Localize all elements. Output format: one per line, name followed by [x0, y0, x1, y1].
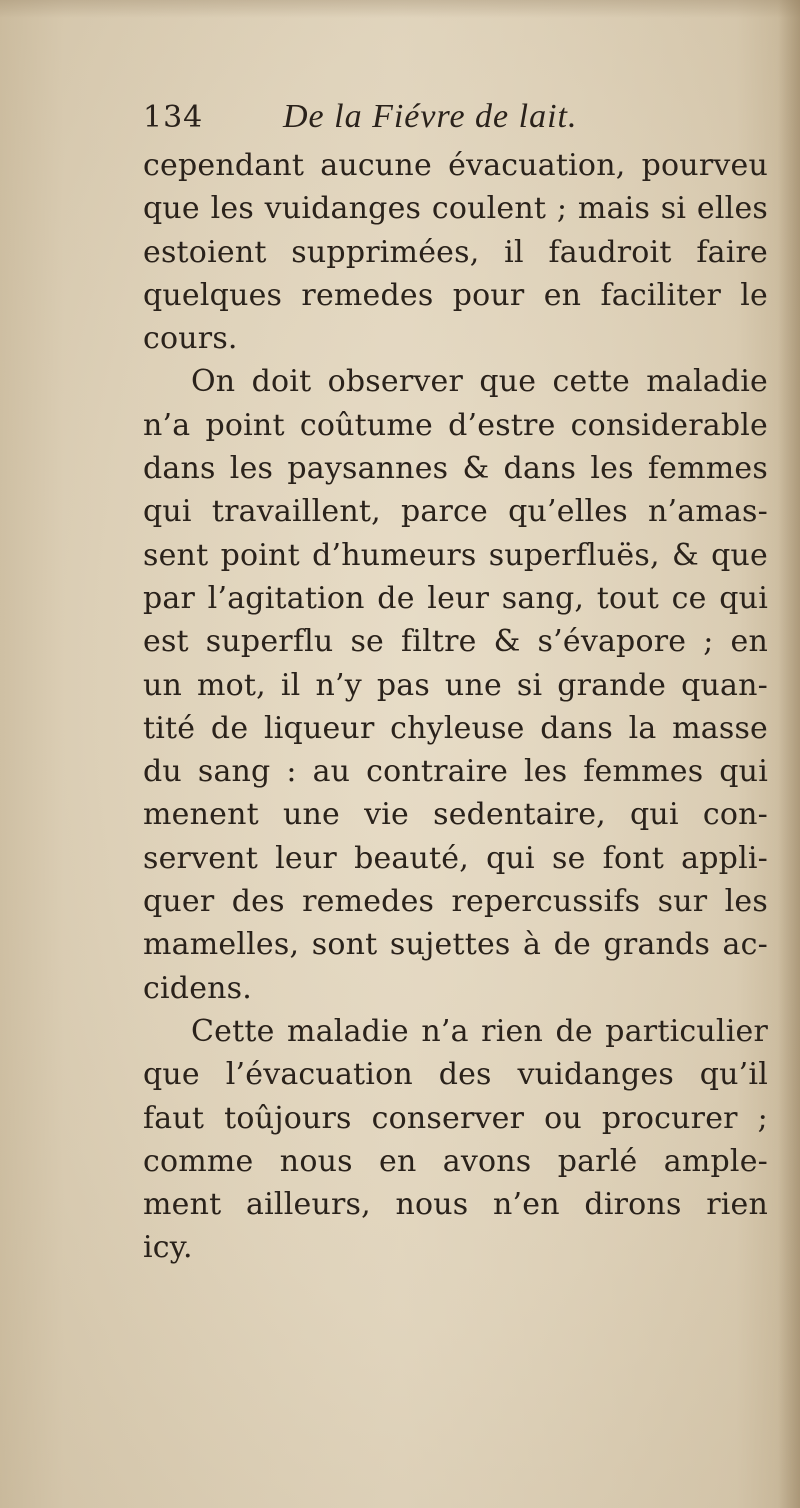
running-title: De la Fiévre de lait.	[283, 98, 578, 135]
text-line: mamelles, sont sujettes à de grands ac-	[143, 927, 768, 963]
text-line: estoient supprimées, il faudroit faire	[143, 234, 768, 270]
text-line: quelques remedes pour en faciliter le	[143, 277, 768, 313]
page-top-edge-shadow	[0, 0, 800, 18]
text-line: qui travaillent, parce qu’elles n’amas-	[143, 494, 768, 530]
text-line: cependant aucune évacuation, pourveu	[143, 148, 768, 183]
text-line: cidens.	[143, 970, 253, 1006]
text-line: est superflu se filtre & s’évapore ; en	[143, 624, 768, 660]
paragraph-3	[143, 1010, 768, 1270]
text-line: quer des remedes repercussifs sur les	[143, 884, 768, 920]
text-line: n’a point coûtume d’estre considerable	[143, 407, 768, 443]
paragraph-2	[143, 360, 768, 1009]
text-line: comme nous en avons parlé ample-	[143, 1143, 768, 1179]
text-line: que les vuidanges coulent ; mais si elles	[143, 191, 768, 227]
text-line: un mot, il n’y pas une si grande quan-	[143, 667, 768, 703]
page-text-block	[143, 98, 768, 1270]
text-line: Cette maladie n’a rien de particulier	[191, 1013, 768, 1049]
text-line: du sang : au contraire les femmes qui	[143, 754, 768, 790]
text-line: par l’agitation de leur sang, tout ce qui	[143, 580, 768, 616]
text-line: On doit observer que cette maladie	[191, 364, 768, 400]
text-line: menent une vie sedentaire, qui con-	[143, 797, 768, 833]
text-line: sent point d’humeurs superfluës, & que	[143, 537, 768, 573]
paragraph-1	[143, 144, 768, 360]
text-line: servent leur beauté, qui se font appli-	[143, 840, 768, 876]
text-line: ment ailleurs, nous n’en dirons rien	[143, 1187, 768, 1223]
page-spine-shadow	[778, 0, 800, 1508]
text-line: que l’évacuation des vuidanges qu’il	[143, 1057, 768, 1093]
text-line: cours.	[143, 321, 238, 357]
text-line: faut toûjours conserver ou procurer ;	[143, 1100, 768, 1136]
page-number: 134	[143, 100, 204, 135]
page-header	[143, 98, 768, 144]
text-line: tité de liqueur chyleuse dans la masse	[143, 710, 768, 746]
text-line: dans les paysannes & dans les femmes	[143, 451, 768, 487]
text-line: icy.	[143, 1230, 193, 1266]
